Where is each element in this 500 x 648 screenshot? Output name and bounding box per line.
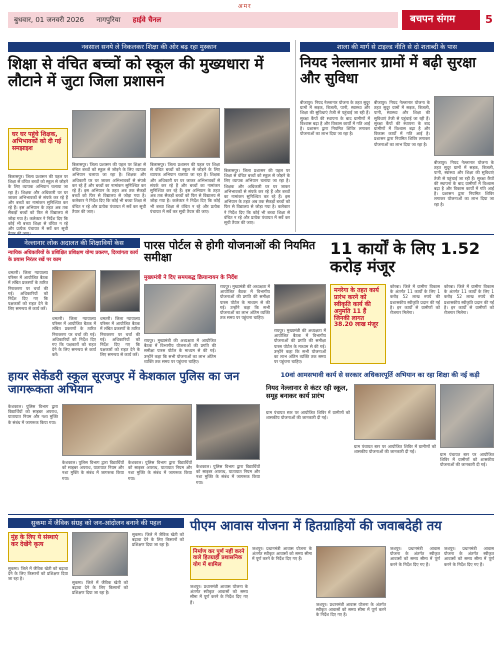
page-number: 5 xyxy=(480,10,498,30)
story2-body-col2: बीजापुर। नियद नेल्लानार योजना के तहत सुदूर ग्रामों में सड़क, बिजली, पानी, स्वास्थ्य और शिक्षा की सुविधाएं तेजी से पहुंचाई जा रही हैं। सुरक्षा कैंपों की स्थापना के बाद ग्रामीणों में विश्वास बढ़ा है और विकास कार्यों में गति आई है। प्रशासन द्वारा नियमित शिविर लगाकर योजनाओं का लाभ दिया जा रहा है। xyxy=(374,100,430,147)
story1-photo-3 xyxy=(224,108,290,164)
story1-headline: शिक्षा से वंचित बच्चों को स्कूल की मुख्यधारा में लौटाने में जुटा जिला प्रशासन xyxy=(8,55,264,90)
story1-body-col2: बिलासपुर। जिला प्रशासन की पहल पर शिक्षा से वंचित बच्चों को स्कूल से जोड़ने के लिए व्यापक अभियान चलाया जा रहा है। शिक्षक और अधिकारी घर घर जाकर अभिभावकों से संपर्क कर रहे हैं और बच्चों का नामांकन सुनिश्चित कर रहे हैं। इस अभियान के तहत अब तक सैकड़ों बच्चों को फिर से विद्यालय से जोड़ा गया है। कलेक्टर ने निर्देश दिए कि कोई भी बच्चा शिक्षा से वंचित न रहे और प्रत्येक पंचायत में सर्वे कर सूची तैयार की जाए। xyxy=(72,162,146,214)
story6-body-col1: ग्राम पंचायत स्तर पर आयोजित शिविर में ग्रामीणों को शासकीय योजनाओं की जानकारी दी गई। xyxy=(266,410,350,421)
story3-strap: नेल्लानार लोक अदालत की शिक्षावियों केस xyxy=(8,238,140,248)
story6-body-col3: ग्राम पंचायत स्तर पर आयोजित शिविर में ग्रामीणों को शासकीय योजनाओं की जानकारी दी गई। xyxy=(440,452,494,468)
story5-headline: 11 कार्यों के लिए 1.52 करोड़ मंजूर xyxy=(330,239,481,276)
story2-body-col3: बीजापुर। नियद नेल्लानार योजना के तहत सुदूर ग्रामों में सड़क, बिजली, पानी, स्वास्थ्य और शिक्षा की सुविधाएं तेजी से पहुंचाई जा रही हैं। सुरक्षा कैंपों की स्थापना के बाद ग्रामीणों में विश्वास बढ़ा है और विकास कार्यों में गति आई है। प्रशासन द्वारा नियमित शिविर लगाकर योजनाओं का लाभ दिया जा रहा है। xyxy=(434,160,494,207)
story1-strap: नवसाल सनये ले निकलकर शिक्षा की ओर बढ़ रहा मुस्कान xyxy=(8,42,290,52)
edition-text: नागपुरिया xyxy=(96,16,121,24)
story9-callout: निर्माण कर पूर्ण नहीं करने वाले हितग्राही प्रशासनिक योग में शामिल xyxy=(190,546,248,580)
story4-headline: पारस पोर्टल से होगी योजनाओं की नियमित समीक्षा xyxy=(144,239,316,265)
story7-headline: हायर सेकेंडरी स्कूल सूरजपुर में केशकाल पुलिस का जन जागरूकता अभियान xyxy=(8,369,240,396)
story2-body-col1: बीजापुर। नियद नेल्लानार योजना के तहत सुदूर ग्रामों में सड़क, बिजली, पानी, स्वास्थ्य और शिक्षा की सुविधाएं तेजी से पहुंचाई जा रही हैं। सुरक्षा कैंपों की स्थापना के बाद ग्रामीणों में विश्वास बढ़ा है और विकास कार्यों में गति आई है। प्रशासन द्वारा नियमित शिविर लगाकर योजनाओं का लाभ दिया जा रहा है। xyxy=(300,100,370,137)
story4-body-col3: रायपुर। मुख्यमंत्री की अध्यक्षता में आयोजित बैठक में विभागीय योजनाओं की प्रगति की समीक्षा पारस पोर्टल के माध्यम से की गई। उन्होंने कहा कि सभी योजनाओं का लाभ अंतिम व्यक्ति तक समय पर पहुंचना चाहिए। xyxy=(274,328,326,365)
story4-body-col2: रायपुर। मुख्यमंत्री की अध्यक्षता में आयोजित बैठक में विभागीय योजनाओं की प्रगति की समीक्षा पारस पोर्टल के माध्यम से की गई। उन्होंने कहा कि सभी योजनाओं का लाभ अंतिम व्यक्ति तक समय पर पहुंचना चाहिए। xyxy=(220,284,270,321)
story1-body-col4: बिलासपुर। जिला प्रशासन की पहल पर शिक्षा से वंचित बच्चों को स्कूल से जोड़ने के लिए व्यापक अभियान चलाया जा रहा है। शिक्षक और अधिकारी घर घर जाकर अभिभावकों से संपर्क कर रहे हैं और बच्चों का नामांकन सुनिश्चित कर रहे हैं। इस अभियान के तहत अब तक सैकड़ों बच्चों को फिर से विद्यालय से जोड़ा गया है। कलेक्टर ने निर्देश दिए कि कोई भी बच्चा शिक्षा से वंचित न रहे और प्रत्येक पंचायत में सर्वे कर सूची तैयार की जाए। xyxy=(224,168,290,226)
story3-photo-1 xyxy=(52,270,96,312)
story2-photo xyxy=(434,96,494,156)
story7-photo-1 xyxy=(62,404,192,456)
story8-photo xyxy=(72,532,128,576)
story6-strap: 10वां आमसभावी कार्य से सरकार अधिकारपूर्ति अभियान का रहा शिक्षा की नई कड़ी xyxy=(266,370,494,380)
story8-body-col3: सुकमा। जिले में जैविक खेती को बढ़ावा देने के लिए किसानों को प्रशिक्षण दिया जा रहा है। xyxy=(132,532,184,548)
story6-photo-1 xyxy=(354,384,436,440)
story9-body-col4: जशपुर। प्रधानमंत्री आवास योजना के अंतर्गत स्वीकृत आवासों को समय सीमा में पूर्ण करने के निर्देश दिए गए हैं। xyxy=(390,546,440,567)
story4-subhead: मुख्यमंत्री ने दिए समयबद्ध क्रियान्वयन के निर्देश xyxy=(144,275,238,281)
story9-body-col2: जशपुर। प्रधानमंत्री आवास योजना के अंतर्गत स्वीकृत आवासों को समय सीमा में पूर्ण करने के निर्देश दिए गए हैं। xyxy=(252,546,312,562)
story6-subhead: नियद नेल्लानार से कंटर रही स्कूल, समूह बनाकर कार्य प्रारंभ xyxy=(266,384,348,400)
story9-photo xyxy=(316,546,386,598)
story9-body-col1: जशपुर। प्रधानमंत्री आवास योजना के अंतर्गत स्वीकृत आवासों को समय सीमा में पूर्ण करने के निर्देश दिए गए हैं। xyxy=(190,584,248,605)
story3-body-col3: धमतरी। जिला न्यायालय परिसर में आयोजित बैठक में लंबित प्रकरणों के त्वरित निराकरण पर चर्चा की गई। अधिकारियों को निर्देश दिए गए कि पक्षकारों को राहत देने के लिए समन्वय से कार्य करें। xyxy=(100,316,140,358)
story3-body-col2: धमतरी। जिला न्यायालय परिसर में आयोजित बैठक में लंबित प्रकरणों के त्वरित निराकरण पर चर्चा की गई। अधिकारियों को निर्देश दिए गए कि पक्षकारों को राहत देने के लिए समन्वय से कार्य करें। xyxy=(52,316,96,358)
story2-headline: नियद नेल्लानार ग्रामों में बढ़ी सुरक्षा और सुविधा xyxy=(300,55,476,87)
story3-body-col1: धमतरी। जिला न्यायालय परिसर में आयोजित बैठक में लंबित प्रकरणों के त्वरित निराकरण पर चर्चा की गई। अधिकारियों को निर्देश दिए गए कि पक्षकारों को राहत देने के लिए समन्वय से कार्य करें। xyxy=(8,270,48,312)
dateline xyxy=(8,12,398,28)
story5-callout: मनरेगा के तहत कार्य प्रारंभ करने को स्वीकृति कार्य की अनुमति 11 हैं जिनकी लागत 38.20 लाख मंजूर xyxy=(330,284,386,364)
section-label: बचपन संगम xyxy=(410,14,456,25)
story1-photo-1 xyxy=(72,110,146,158)
story1-photo-2 xyxy=(150,108,220,158)
story8-callout: मुंह के लिए ये संस्थाएं कर देखेंगे कृत्य xyxy=(8,532,68,562)
story2-strap: शाला की मार्ग से टाइल्ड नीति से दो शताब्दी के पास xyxy=(300,42,494,52)
story7-body-col1: केशकाल। पुलिस विभाग द्वारा विद्यार्थियों को साइबर अपराध, यातायात नियम और नशा मुक्ति के संबंध में जागरूक किया गया। xyxy=(8,404,58,425)
horizontal-divider-2 xyxy=(8,514,494,515)
story8-body-col1: सुकमा। जिले में जैविक खेती को बढ़ावा देने के लिए किसानों को प्रशिक्षण दिया जा रहा है। xyxy=(8,566,68,582)
section-title xyxy=(402,10,498,30)
column-divider xyxy=(295,40,296,232)
story1-callout: घर घर पहुंचे शिक्षक, अभिभावकों को दी गई समझाइश xyxy=(8,128,68,170)
paper-name: हाईवे चैनल xyxy=(132,16,162,24)
story7-photo-2 xyxy=(196,404,260,460)
story4-body-col1: रायपुर। मुख्यमंत्री की अध्यक्षता में आयोजित बैठक में विभागीय योजनाओं की प्रगति की समीक्षा पारस पोर्टल के माध्यम से की गई। उन्होंने कहा कि सभी योजनाओं का लाभ अंतिम व्यक्ति तक समय पर पहुंचना चाहिए। xyxy=(144,338,216,364)
story6-body-col2: ग्राम पंचायत स्तर पर आयोजित शिविर में ग्रामीणों को शासकीय योजनाओं की जानकारी दी गई। xyxy=(354,444,436,455)
story7-body-col4: केशकाल। पुलिस विभाग द्वारा विद्यार्थियों को साइबर अपराध, यातायात नियम और नशा मुक्ति के संबंध में जागरूक किया गया। xyxy=(196,464,260,485)
story8-body-col2: सुकमा। जिले में जैविक खेती को बढ़ावा देने के लिए किसानों को प्रशिक्षण दिया जा रहा है। xyxy=(72,580,128,596)
story4-photo-2 xyxy=(274,284,326,324)
story6-photo-2 xyxy=(440,384,494,448)
story4-photo-1 xyxy=(144,284,216,334)
story5-body-col1: कोरबा। जिले में ग्रामीण विकास के अंतर्गत 11 कार्यों के लिए 1 करोड़ 52 लाख रुपये की प्रशासकीय स्वीकृति प्रदान की गई है। इन कार्यों से ग्रामीणों को रोजगार मिलेगा। xyxy=(390,284,440,316)
horizontal-divider xyxy=(8,234,494,235)
story7-body-col2: केशकाल। पुलिस विभाग द्वारा विद्यार्थियों को साइबर अपराध, यातायात नियम और नशा मुक्ति के संबंध में जागरूक किया गया। xyxy=(62,460,124,481)
top-mark: अमर xyxy=(238,3,252,10)
story5-body-col2: कोरबा। जिले में ग्रामीण विकास के अंतर्गत 11 कार्यों के लिए 1 करोड़ 52 लाख रुपये की प्रशासकीय स्वीकृति प्रदान की गई है। इन कार्यों से ग्रामीणों को रोजगार मिलेगा। xyxy=(444,284,494,316)
story7-body-col3: केशकाल। पुलिस विभाग द्वारा विद्यार्थियों को साइबर अपराध, यातायात नियम और नशा मुक्ति के संबंध में जागरूक किया गया। xyxy=(128,460,192,481)
story9-body-col3: जशपुर। प्रधानमंत्री आवास योजना के अंतर्गत स्वीकृत आवासों को समय सीमा में पूर्ण करने के निर्देश दिए गए हैं। xyxy=(316,602,386,618)
story3-photo-2 xyxy=(100,270,140,312)
date-text: बुधवार, 01 जनवरी 2026 xyxy=(14,16,85,24)
story9-headline: पीएम आवास योजना में हितग्राहियों की जवाबदेही तय xyxy=(190,519,442,534)
story3-subhead: न्यायिक अधिकारियों के प्रशिक्षित प्रशिक्षण योग्य प्रकरण, दिव्यांगता कार्य के प्रयास निरंतर रखें पर काम xyxy=(8,250,138,263)
story1-body-col1: बिलासपुर। जिला प्रशासन की पहल पर शिक्षा से वंचित बच्चों को स्कूल से जोड़ने के लिए व्यापक अभियान चलाया जा रहा है। शिक्षक और अधिकारी घर घर जाकर अभिभावकों से संपर्क कर रहे हैं और बच्चों का नामांकन सुनिश्चित कर रहे हैं। इस अभियान के तहत अब तक सैकड़ों बच्चों को फिर से विद्यालय से जोड़ा गया है। कलेक्टर ने निर्देश दिए कि कोई भी बच्चा शिक्षा से वंचित न रहे और प्रत्येक पंचायत में सर्वे कर सूची xyxy=(8,174,68,232)
story8-strap: सुकमा में जैविक संग्रह को जन-आंदोलन बनाने की पहल xyxy=(8,518,184,528)
story9-body-col5: जशपुर। प्रधानमंत्री आवास योजना के अंतर्गत स्वीकृत आवासों को समय सीमा में पूर्ण करने के निर्देश दिए गए हैं। xyxy=(444,546,494,567)
story1-body-col3: बिलासपुर। जिला प्रशासन की पहल पर शिक्षा से वंचित बच्चों को स्कूल से जोड़ने के लिए व्यापक अभियान चलाया जा रहा है। शिक्षक और अधिकारी घर घर जाकर अभिभावकों से संपर्क कर रहे हैं और बच्चों का नामांकन सुनिश्चित कर रहे हैं। इस अभियान के तहत अब तक सैकड़ों बच्चों को फिर से विद्यालय से जोड़ा गया है। कलेक्टर ने निर्देश दिए कि कोई भी बच्चा शिक्षा से वंचित न रहे और प्रत्येक पंचायत में सर्वे कर सूची तैयार की जाए। xyxy=(150,162,220,214)
